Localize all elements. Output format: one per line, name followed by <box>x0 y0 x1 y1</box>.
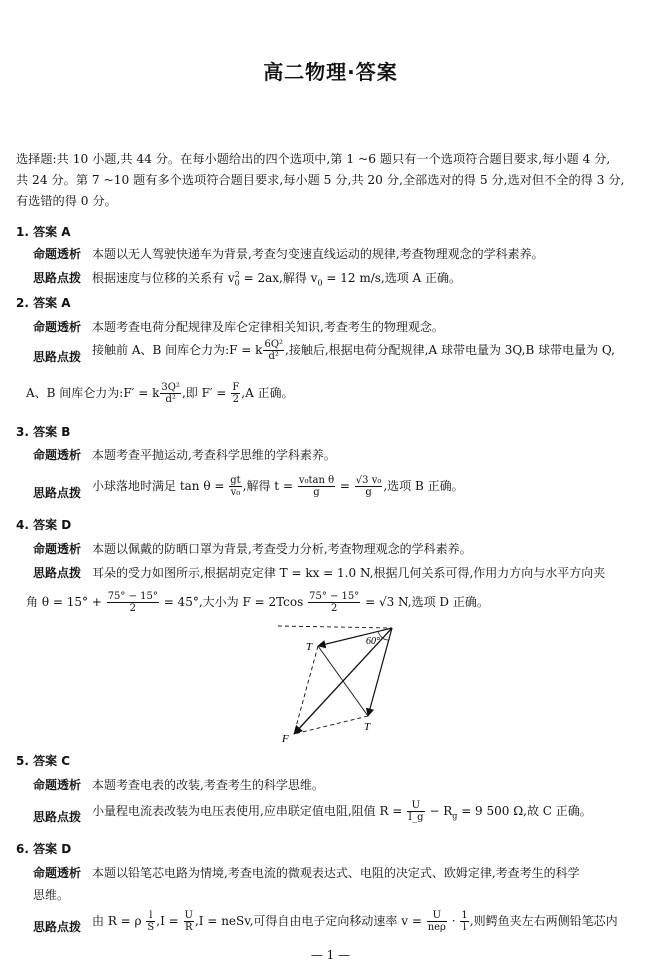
q3-answer: 3. 答案 B <box>16 425 71 439</box>
q5-hint-label: 思路点拨 <box>33 810 82 824</box>
q6-answer: 6. 答案 D <box>16 842 72 856</box>
q6-hint: 由 R = ρ $\frac{l}{S}$ ,I = $\frac{U}{R}$ ,I = neSv,可得自由电子定向移动速率 v = $\frac{U}{\text{neρ}}$ · $\frac{1}{l}$ ,则鳄鱼夹左右两侧铅笔芯内 <box>92 910 618 933</box>
q3-analysis: 本题考查平抛运动,考查科学思维的学科素养。 <box>92 448 336 462</box>
q1-hint: 根据速度与位移的关系有 $v_0^2 = 2ax$,解得 $v_0 = 12$ m/s,选项 A 正确。 <box>92 270 462 288</box>
q2-answer: 2. 答案 A <box>16 296 71 310</box>
tension-label-1: T <box>306 641 313 653</box>
q5-hint: 小量程电流表改装为电压表使用,应串联定值电阻,阻值 R = $\frac{U}{I\_g}$ − $R_g = 9$ 500 Ω,故 C 正确。 <box>92 800 592 823</box>
q1-hint-label: 思路点拨 <box>33 271 82 285</box>
q2-analysis-label: 命题透析 <box>33 320 82 334</box>
q1-analysis-label: 命题透析 <box>33 247 82 261</box>
q2-hint: 接触前 A、B 间库仑力为:F = k $\frac{\text{6Q²}}{\text{d²}}$ ,接触后,根据电荷分配规律,A 球带电量为 3Q,B 球带电量为 Q, <box>92 339 615 362</box>
tension-label-2: T <box>364 721 371 733</box>
q3-hint: 小球落地时满足 tan θ = $\frac{gt}{\text{v₀}}$ ,解得 t = $\frac{\text{v₀tan θ}}{g}$ = $\frac{\text{√3 v₀}}{g}$ ,选项 B 正确。 <box>92 475 464 498</box>
q6-analysis: 本题以铅笔芯电路为情境,考查电流的微观表达式、电阻的决定式、欧姆定律,考查考生的科学 <box>92 866 580 880</box>
q2-analysis: 本题考查电荷分配规律及库仑定律相关知识,考查考生的物理观念。 <box>92 320 444 334</box>
angle-label: 60° <box>366 636 380 647</box>
q4-hint-label: 思路点拨 <box>33 566 82 580</box>
q2-hint-label: 思路点拨 <box>33 350 82 364</box>
q5-answer: 5. 答案 C <box>16 754 71 768</box>
q4-hint-line-2: 角 θ = 15° + $\frac{75^\circ - 15^\circ}{2}$ = 45°,大小为 F = 2Tcos $\frac{75^\circ - 15^\circ}{2}$ = √3 N,选项 D 正确。 <box>26 591 489 614</box>
q5-analysis: 本题考查电表的改装,考查考生的科学思维。 <box>92 778 324 792</box>
q2-hint-line-2: A、B 间库仑力为:F′ = k $\frac{\text{3Q²}}{\text{d²}}$ ,即 F′ = $\frac{F}{2}$ ,A 正确。 <box>26 382 294 405</box>
q1-answer: 1. 答案 A <box>16 225 71 239</box>
q1-analysis: 本题以无人驾驶快递车为背景,考查匀变速直线运动的规律,考查物理观念的学科素养。 <box>92 247 544 261</box>
page-number: — 1 — <box>310 948 351 962</box>
q4-hint: 耳朵的受力如图所示,根据胡克定律 T = kx = 1.0 N,根据几何关系可得,作用力方向与水平方向夹 <box>92 566 606 580</box>
parallelogram-side-2 <box>294 716 368 734</box>
intro-line-1: 选择题:共 10 小题,共 44 分。在每小题给出的四个选项中,第 1 ~6 题只有一个选项符合题目要求,每小题 4 分, <box>16 152 611 166</box>
q6-hint-label: 思路点拨 <box>33 920 82 934</box>
q3-hint-label: 思路点拨 <box>33 486 82 500</box>
resultant-label: F <box>282 733 289 745</box>
q4-answer: 4. 答案 D <box>16 518 72 532</box>
horizontal-reference-line <box>278 626 392 628</box>
page-title: 高二物理·答案 <box>263 60 398 84</box>
tension-arrow-1 <box>318 628 392 646</box>
q3-analysis-label: 命题透析 <box>33 448 82 462</box>
diagonal-line <box>318 646 368 716</box>
intro-line-3: 有选错的得 0 分。 <box>16 194 117 208</box>
q4-analysis-label: 命题透析 <box>33 542 82 556</box>
q6-analysis-label: 命题透析 <box>33 866 82 880</box>
force-diagram <box>270 620 405 748</box>
q6-analysis-line-2: 思维。 <box>33 888 70 902</box>
q5-analysis-label: 命题透析 <box>33 778 82 792</box>
q4-analysis: 本题以佩戴的防晒口罩为背景,考查受力分析,考查物理观念的学科素养。 <box>92 542 472 556</box>
intro-line-2: 共 24 分。第 7 ~10 题有多个选项符合题目要求,每小题 5 分,共 20 分,全部选对的得 5 分,选对但不全的得 3 分, <box>16 173 625 187</box>
